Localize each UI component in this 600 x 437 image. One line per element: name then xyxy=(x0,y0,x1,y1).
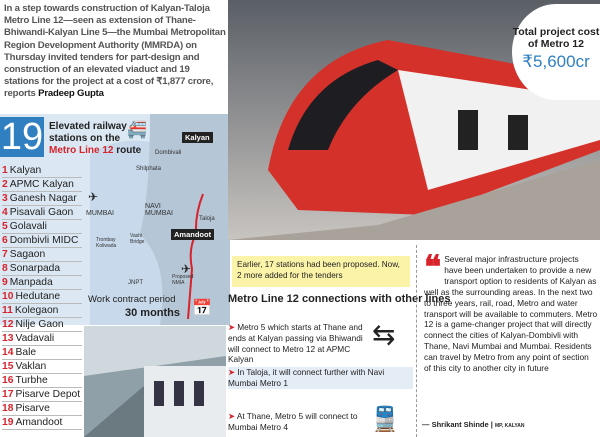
station-number: 7 xyxy=(2,249,8,260)
connection-text: Metro 5 which starts at Thane and ends at Kalyan passing via Bhiwandi will connect to Metro 12 at APMC Kalyan xyxy=(228,322,363,365)
cost-value: ₹5,600cr xyxy=(522,52,590,71)
map-label: Shilphata xyxy=(136,166,162,172)
station-name: Manpada xyxy=(9,277,53,288)
station-item xyxy=(2,290,82,304)
station-number: 19 xyxy=(2,417,14,428)
station-item xyxy=(2,346,82,360)
map-label: Proposed NMIA xyxy=(172,274,194,286)
station-name: APMC Kalyan xyxy=(9,179,74,190)
quote-text: Several major infrastructure projects have been undertaken to provide a new transport option to residents of Kalyan as well as the surrounding areas. In the next two to three years, rail, road, Metro and water transport will be available to commuters. Metro 12 is a game-changer project that will directly connect the cities of Kalyan-Dombivli with Thane, Navi Mumbai and Mumbai. Residents can travel by Metro from any point of section of this city to another city in future xyxy=(424,254,598,374)
station-number: 13 xyxy=(2,333,14,344)
metro-icon: 🚝 xyxy=(127,122,147,139)
station-item xyxy=(2,332,82,346)
cost-label: Total project cost of Metro 12 xyxy=(512,26,600,50)
map-label: Taloja xyxy=(199,216,215,222)
station-number: 3 xyxy=(2,193,8,204)
station-name: Sagaon xyxy=(9,249,46,260)
station-number: 2 xyxy=(2,179,8,190)
connections-title: Metro Line 12 connections with other lines xyxy=(228,293,451,305)
station-name: Pisarve Depot xyxy=(15,389,81,400)
work-period-label: Work contract period xyxy=(88,294,176,305)
station-name: Pisarve xyxy=(15,403,50,414)
station-item xyxy=(2,178,82,192)
train-icon: 🚆 xyxy=(370,406,400,433)
quote-role: MP, KALYAN xyxy=(494,423,525,429)
calendar-clock-icon: 📅 xyxy=(192,300,212,317)
quote xyxy=(424,249,598,374)
divider xyxy=(416,245,417,437)
station-item xyxy=(2,360,82,374)
connection-item: ➤ In Taloja, it will connect further with Navi Mumbai Metro 1 xyxy=(228,367,413,389)
work-period-value: 30 months xyxy=(125,307,181,319)
station-item xyxy=(2,206,82,220)
station-number: 8 xyxy=(2,263,8,274)
station-name: Sonarpada xyxy=(9,263,61,274)
map-label: JNPT xyxy=(128,280,143,286)
station-number: 17 xyxy=(2,389,14,400)
quote-author: — Shrikant Shinde xyxy=(422,420,489,429)
station-item xyxy=(2,388,82,402)
station-number: 9 xyxy=(2,277,8,288)
title-part: route xyxy=(113,145,142,156)
quote-attribution: — Shrikant Shinde | MP, KALYAN xyxy=(422,420,525,429)
station-item xyxy=(2,220,82,234)
map-label-kalyan: Kalyan xyxy=(182,132,213,143)
station-number: 18 xyxy=(2,403,14,414)
station-item xyxy=(2,276,82,290)
station-name: Kalyan xyxy=(9,165,42,176)
station-number: 12 xyxy=(2,319,14,330)
station-list xyxy=(2,164,82,430)
station-item xyxy=(2,234,82,248)
intro-body: In a step towards construction of Kalyan-Taloja Metro Line 12—seen as extension of Thane-Bhiwandi-Kalyan Line 5—the Mumbai Metropolitan Region Development Authority (MMRDA) on Thursday invited tenders for part-design and construction of an elevated viaduct and 19 stations for the project at a cost of ₹1,877 crore, reports xyxy=(4,3,226,100)
connection-text: At Thane, Metro 5 will connect to Mumbai Metro 4 xyxy=(228,411,358,432)
map-label: MUMBAI xyxy=(86,210,114,217)
map-label: Trombay Koliwada xyxy=(96,237,117,249)
station-number: 6 xyxy=(2,235,8,246)
map-label-amandoot: Amandoot xyxy=(171,229,214,240)
station-number: 1 xyxy=(2,165,8,176)
station-number: 4 xyxy=(2,207,8,218)
station-number: 11 xyxy=(2,305,13,316)
airport-icon: ✈ xyxy=(88,190,99,204)
stations-note: Earlier, 17 stations had been proposed. Now, 2 more added for the tenders xyxy=(232,256,410,287)
station-item xyxy=(2,318,82,332)
station-item xyxy=(2,402,82,416)
station-name: Bale xyxy=(15,347,37,358)
station-name: Golavali xyxy=(9,221,47,232)
title-red: Metro Line 12 xyxy=(49,145,114,156)
station-name: Kolegaon xyxy=(14,305,59,316)
station-item xyxy=(2,192,82,206)
total-cost-badge xyxy=(512,4,600,100)
station-number: 16 xyxy=(2,375,14,386)
station-name: Dombivli MIDC xyxy=(9,235,79,246)
station-item xyxy=(2,304,82,318)
map-label: NAVI MUMBAI xyxy=(145,203,173,217)
station-item xyxy=(2,416,82,430)
reporter: Pradeep Gupta xyxy=(38,88,104,100)
connection-item: ➤ Metro 5 which starts at Thane and ends at Kalyan passing via Bhiwandi will connect to Metro 12 at APMC Kalyan xyxy=(228,322,363,365)
station-item xyxy=(2,248,82,262)
airport-icon: ✈ xyxy=(181,262,192,276)
title-part: Elevated railway stations on the xyxy=(49,121,127,144)
station-name: Vaklan xyxy=(15,361,47,372)
connection-item: ➤ At Thane, Metro 5 will connect to Mumbai Metro 4 xyxy=(228,411,358,432)
station-item xyxy=(2,262,82,276)
station-name: Vadavali xyxy=(15,333,55,344)
station-count: 19 xyxy=(0,116,44,158)
connection-text: In Taloja, it will connect further with Navi Mumbai Metro 1 xyxy=(228,367,385,388)
station-name: Hedutane xyxy=(15,291,61,302)
metro-interior-photo xyxy=(84,326,226,437)
station-name: Turbhe xyxy=(15,375,48,386)
station-item xyxy=(2,164,82,178)
station-name: Amandoot xyxy=(15,417,63,428)
map-label: Dombivali xyxy=(155,150,182,156)
intro-text xyxy=(4,3,226,101)
station-number: 14 xyxy=(2,347,14,358)
station-number: 15 xyxy=(2,361,14,372)
map-label: Vashi Bridge xyxy=(130,233,145,245)
station-number: 10 xyxy=(2,291,14,302)
signpost-icon: ⇆ xyxy=(372,319,396,350)
quote-mark-icon: ❝ xyxy=(424,249,442,285)
station-name: Nilje Gaon xyxy=(15,319,64,330)
station-item xyxy=(2,374,82,388)
station-name: Ganesh Nagar xyxy=(9,193,77,204)
station-number: 5 xyxy=(2,221,8,232)
station-name: Pisavali Gaon xyxy=(9,207,74,218)
